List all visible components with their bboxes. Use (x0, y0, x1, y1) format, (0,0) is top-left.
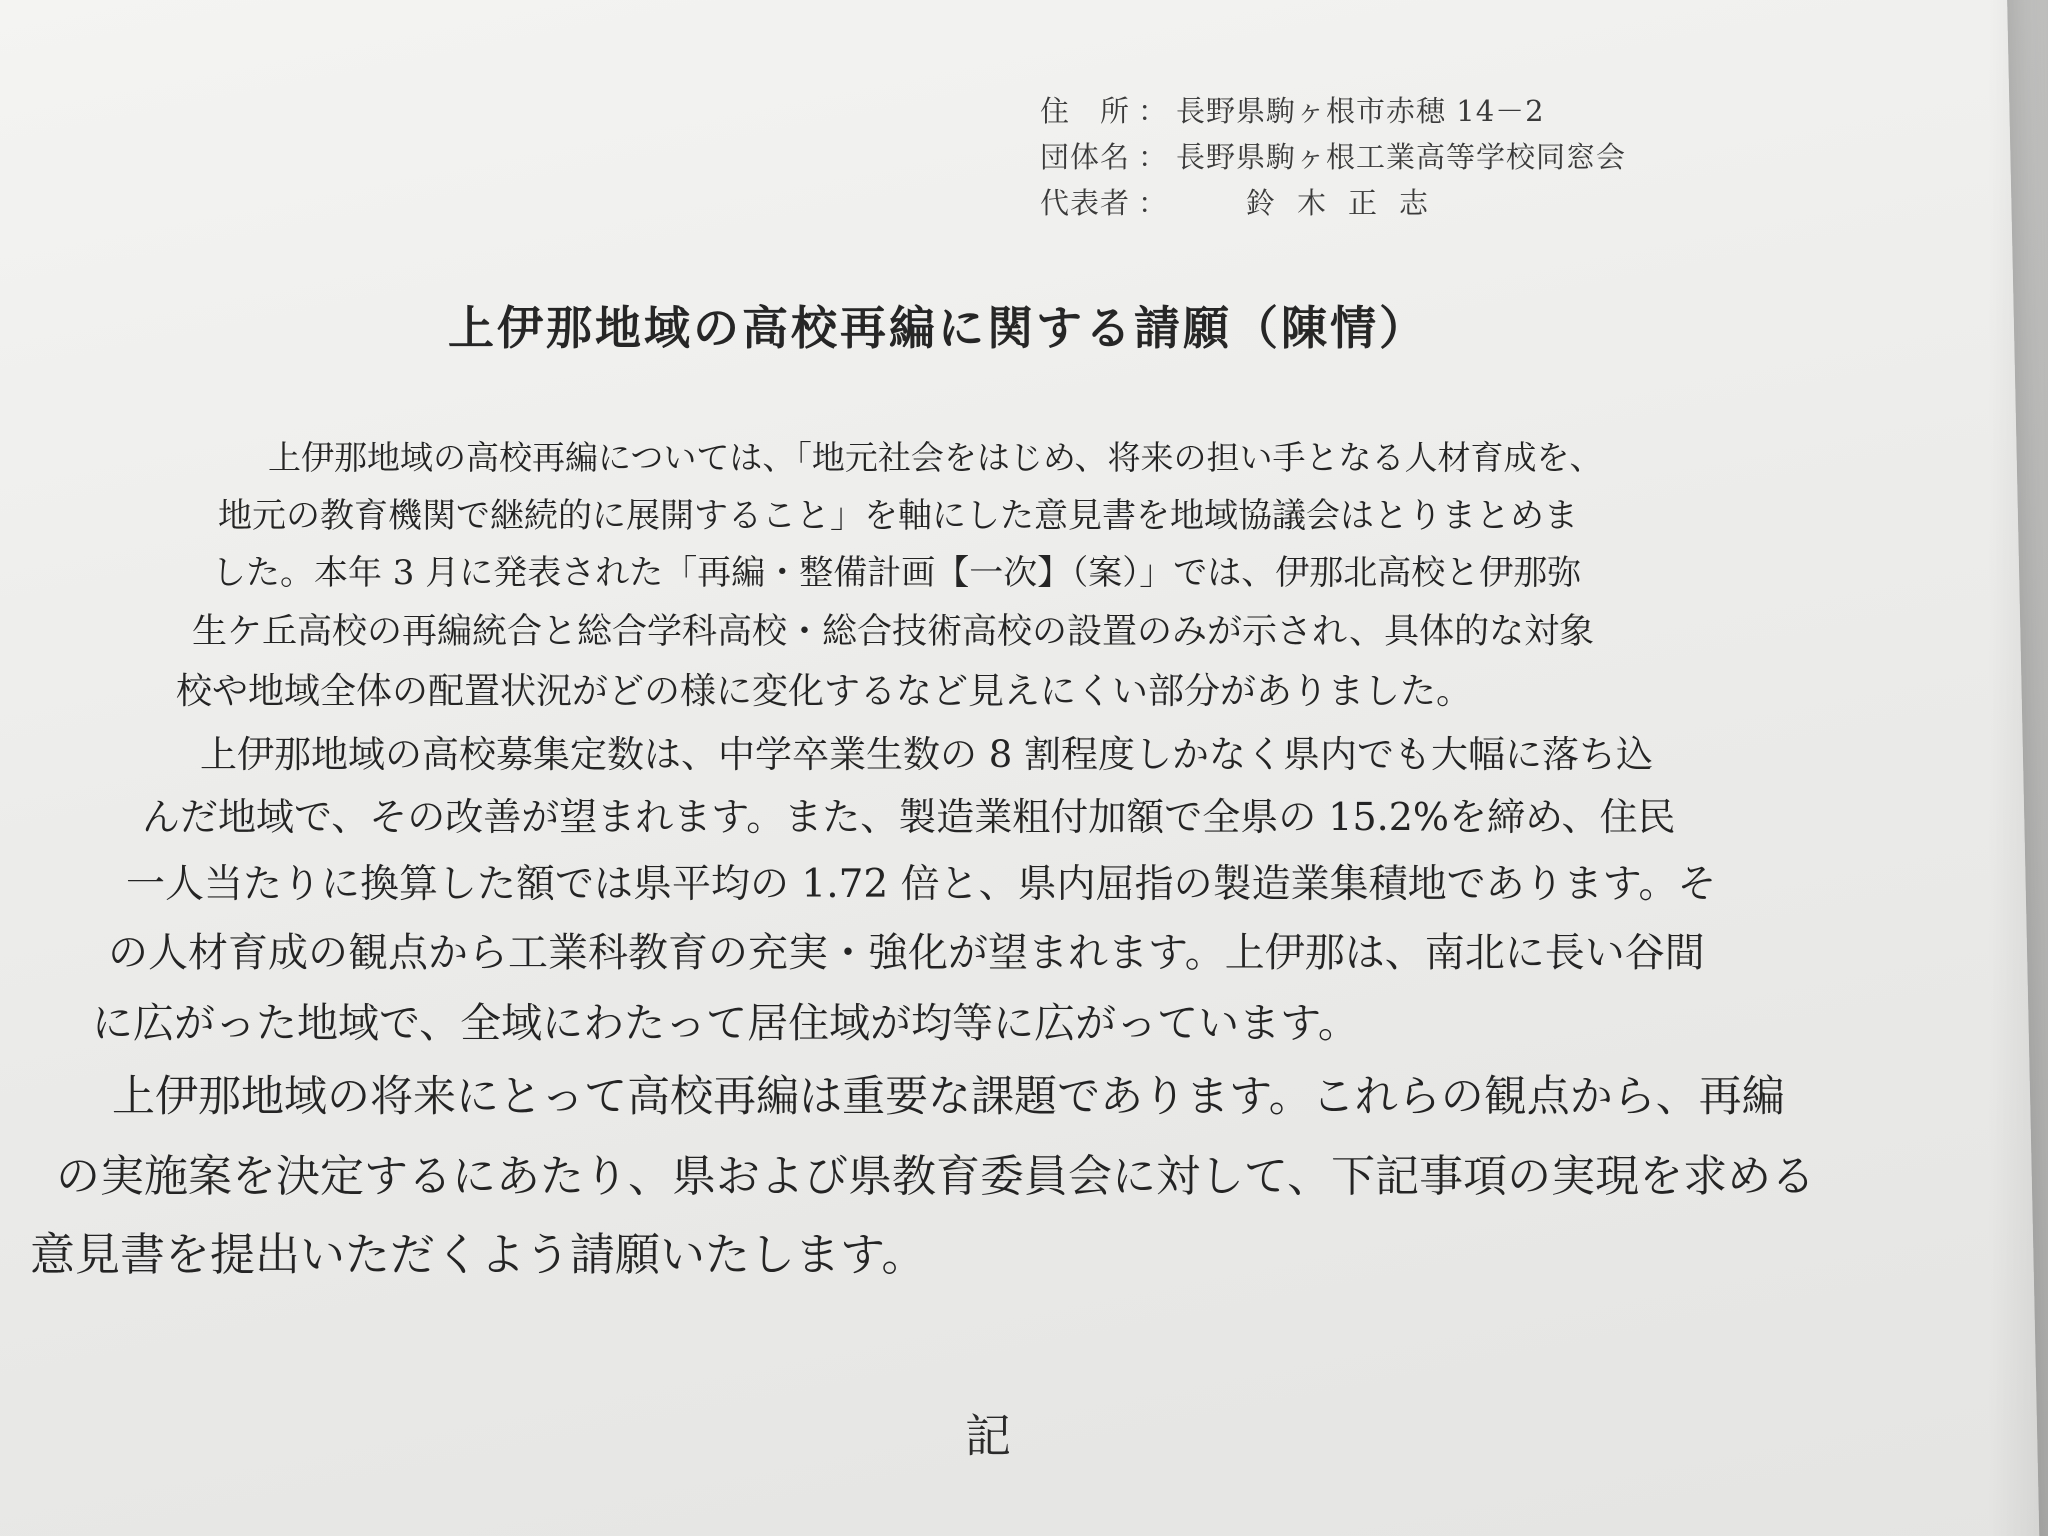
body-line: 上伊那地域の将来にとって高校再編は重要な課題であります。これらの観点から、再編 (112, 1072, 1785, 1122)
address-label: 住 所 (1040, 94, 1131, 128)
body-line: 上伊那地域の高校再編については、「地元社会をはじめ、将来の担い手となる人材育成を、 (268, 438, 1603, 477)
body-line: 校や地域全体の配置状況がどの様に変化するなど見えにくい部分がありました。 (176, 671, 1473, 712)
ki-heading: 記 (965, 1409, 1011, 1463)
representative-label: 代表者 (1040, 186, 1131, 220)
address-separator: ： (1138, 94, 1169, 128)
body-line: 意見書を提出いただくよう請願いたします。 (30, 1228, 927, 1281)
address-value: 長野県駒ヶ根市赤穂 14－2 (1176, 94, 1545, 128)
body-line: んだ地域で、その改善が望まれます。また、製造業粗付加額で全県の 15.2%を締め、住民 (142, 795, 1676, 839)
body-line: 地元の教育機関で継続的に展開すること」を軸にした意見書を地域協議会はとりまとめま (218, 496, 1578, 536)
body-line: 一人当たりに換算した額では県平均の 1.72 倍と、県内屈指の製造業集積地であります。そ (126, 862, 1717, 907)
representative-name: 鈴木正志 (1246, 186, 1451, 220)
group-label: 団体名 (1040, 140, 1131, 174)
representative-row (1040, 180, 1626, 226)
body-line: した。本年 3 月に発表された「再編・整備計画【一次】（案）」では、伊那北高校と伊那弥 (212, 553, 1582, 593)
body-line: 生ケ丘高校の再編統合と総合学科高校・総合技術高校の設置のみが示され、具体的な対象 (192, 612, 1595, 652)
body-line: に広がった地域で、全域にわたって居住域が均等に広がっています。 (92, 999, 1359, 1047)
sender-info (1040, 88, 1626, 226)
document-title: 上伊那地域の高校再編に関する請願（陳情） (448, 301, 1428, 355)
body-line: の実施案を決定するにあたり、県および県教育委員会に対して、下記事項の実現を求める (56, 1151, 1816, 1202)
group-separator: ： (1138, 140, 1169, 174)
body-line: の人材育成の観点から工業科教育の充実・強化が望まれます。上伊那は、南北に長い谷間 (108, 930, 1705, 976)
representative-separator: ： (1138, 186, 1169, 220)
body-line: 上伊那地域の高校募集定数は、中学卒業生数の 8 割程度しかなく県内でも大幅に落ち込 (200, 733, 1654, 776)
address-row (1040, 88, 1626, 134)
group-value: 長野県駒ヶ根工業高等学校同窓会 (1176, 140, 1627, 174)
group-row (1040, 134, 1626, 180)
